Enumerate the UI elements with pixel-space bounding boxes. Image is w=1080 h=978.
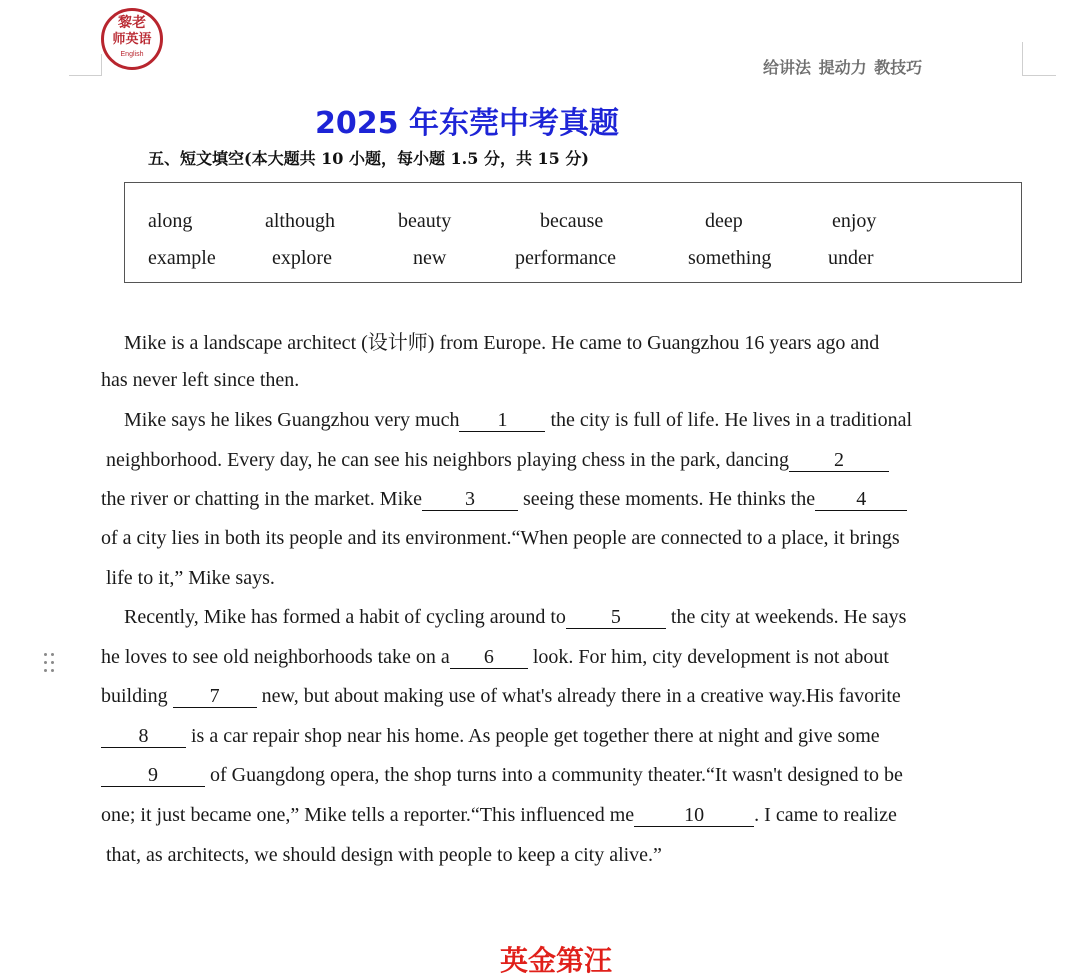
word-bank-item: deep — [705, 210, 743, 232]
word-bank-box — [124, 182, 1022, 283]
passage-line — [101, 646, 889, 669]
word-bank-item: under — [828, 247, 874, 269]
blank-7[interactable]: 7 — [173, 685, 257, 708]
passage-line — [101, 369, 299, 392]
passage-text: neighborhood. Every day, he can see his neighbors playing chess in the park, dancing — [106, 449, 789, 471]
page-corner-mark-right — [1022, 42, 1056, 76]
word-bank-item: although — [265, 210, 335, 232]
blank-4[interactable]: 4 — [815, 488, 907, 511]
passage-text: look. For him, city development is not about — [527, 646, 889, 668]
passage-line — [101, 804, 897, 827]
passage-text: life to it,” Mike says. — [106, 567, 275, 589]
word-bank-item: explore — [272, 247, 332, 269]
logo — [101, 8, 163, 70]
passage-text: of Guangdong opera, the shop turns into a community theater.“It wasn't designed to be — [205, 764, 903, 786]
passage-text: he loves to see old neighborhoods take on a — [101, 646, 450, 668]
page-corner-mark-left — [69, 54, 102, 76]
logo-line2: 师英语 — [112, 32, 152, 47]
blank-10[interactable]: 10 — [634, 804, 754, 827]
passage-line — [101, 685, 901, 708]
logo-line1: 黎老 — [118, 15, 146, 31]
passage-text: Recently, Mike has formed a habit of cycling around to — [124, 606, 566, 628]
passage-text: the city at weekends. He says — [665, 606, 907, 628]
blank-8[interactable]: 8 — [101, 725, 186, 748]
next-section-heading: 英金第汪 — [500, 944, 613, 977]
passage-text: the city is full of life. He lives in a traditional — [545, 409, 913, 431]
word-bank-item: beauty — [398, 210, 452, 232]
word-bank-item: new — [413, 247, 447, 269]
blank-5[interactable]: 5 — [566, 606, 666, 629]
word-bank-item: along — [148, 210, 193, 232]
blank-6[interactable]: 6 — [450, 646, 528, 669]
passage-text: of a city lies in both its people and its environment.“When people are connected to a place, it brings — [101, 527, 900, 549]
passage-line — [106, 449, 889, 472]
passage-line — [124, 326, 879, 355]
next-section-heading-clipped — [500, 944, 613, 977]
passage-line — [124, 606, 906, 629]
passage-line — [106, 844, 662, 867]
passage-text: . I came to realize — [754, 804, 897, 826]
drag-handle-icon[interactable] — [44, 653, 56, 675]
passage-line — [101, 764, 903, 787]
blank-3[interactable]: 3 — [422, 488, 518, 511]
passage-line — [101, 527, 900, 550]
blank-1[interactable]: 1 — [459, 409, 545, 432]
header-tagline: 给讲法 提动力 教技巧 — [763, 58, 923, 77]
word-bank-item: example — [148, 247, 216, 269]
passage-text: new, but about making use of what's already there in a creative way.His favorite — [256, 685, 901, 707]
passage-text: is a car repair shop near his home. As people get together there at night and give some — [186, 725, 880, 747]
passage-line — [124, 409, 912, 432]
passage-text: Mike is a landscape architect (设计师) from Europe. He came to Guangzhou 16 years ago and — [124, 332, 880, 354]
section-heading: 五、短文填空(本大题共 10 小题，每小题 1.5 分，共 15 分) — [148, 149, 589, 168]
passage-text: one; it just became one,” Mike tells a reporter.“This influenced me — [101, 804, 635, 826]
passage-text: seeing these moments. He thinks the — [518, 488, 816, 510]
word-bank-item: something — [688, 247, 772, 269]
passage-text: Mike says he likes Guangzhou very much — [124, 409, 460, 431]
logo-line3: English — [120, 51, 144, 58]
passage-line — [101, 725, 880, 748]
passage-text: building — [101, 685, 173, 707]
word-bank-item: performance — [515, 247, 617, 269]
word-bank-item: because — [540, 210, 604, 232]
blank-2[interactable]: 2 — [789, 449, 889, 472]
passage-line — [106, 567, 275, 590]
page-title: 2025 年东莞中考真题 — [315, 106, 619, 141]
blank-9[interactable]: 9 — [101, 764, 205, 787]
passage-text: has never left since then. — [101, 369, 300, 391]
word-bank-item: enjoy — [832, 210, 877, 232]
passage-line — [101, 488, 907, 511]
passage-text: that, as architects, we should design with people to keep a city alive.” — [106, 844, 662, 866]
passage-text: the river or chatting in the market. Mike — [101, 488, 423, 510]
